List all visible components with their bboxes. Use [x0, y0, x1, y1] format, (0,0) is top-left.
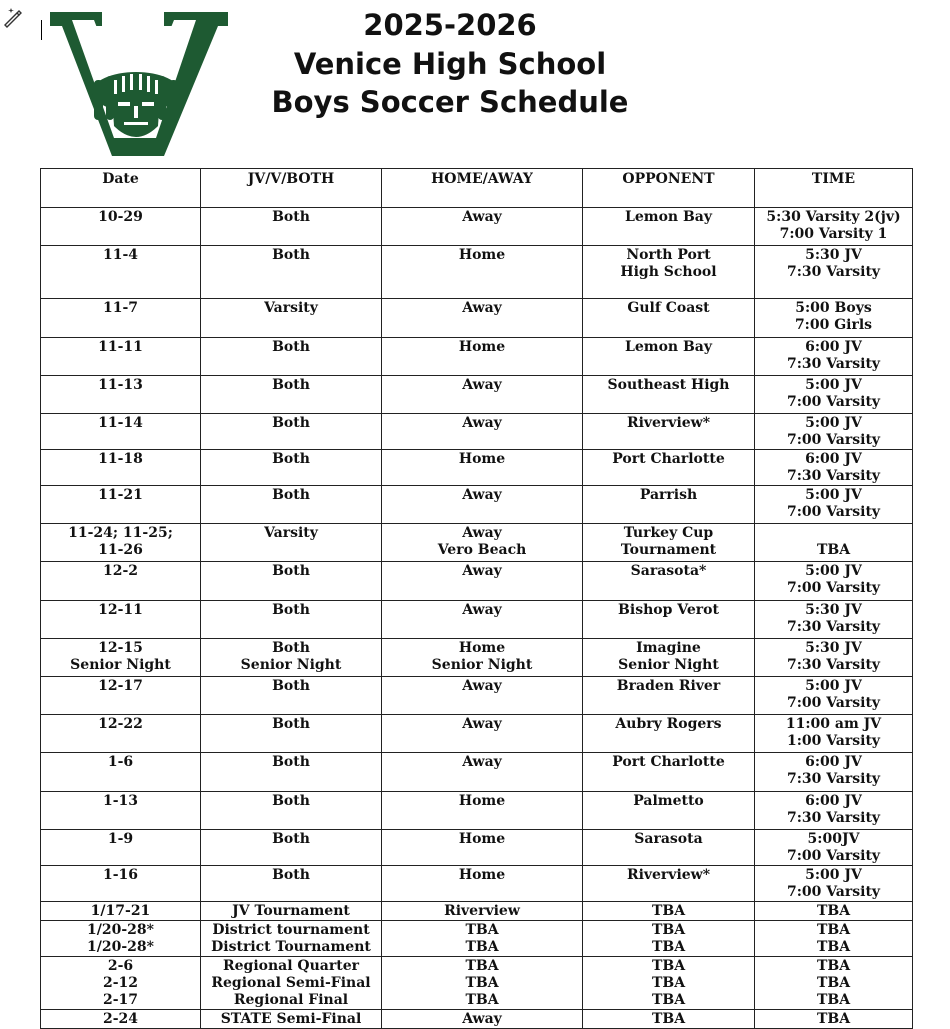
cell-line: Vero Beach: [437, 542, 527, 558]
level-cell: [201, 246, 382, 299]
table-row: [41, 902, 913, 921]
cell-line: Gulf Coast: [627, 300, 710, 316]
location-cell: [382, 299, 583, 338]
cell-line: 7:30 Varsity: [786, 468, 881, 484]
cell-line: TBA: [465, 939, 499, 955]
cell-line: TBA: [465, 958, 499, 974]
table-row: [41, 299, 913, 338]
time-cell: [755, 246, 913, 299]
cell-line: Both: [272, 339, 310, 355]
table-row: [41, 414, 913, 450]
opponent-cell: [583, 376, 755, 414]
cell-line: 11:00 am JV: [785, 716, 882, 732]
level-cell: [201, 792, 382, 830]
time-cell: [755, 902, 913, 921]
date-cell: [41, 902, 201, 921]
opponent-cell: [583, 524, 755, 562]
cell-line: Away: [462, 525, 502, 541]
cell-line: Aubry Rogers: [615, 716, 722, 732]
cell-line: Home: [458, 339, 506, 355]
date-cell: [41, 376, 201, 414]
level-cell: [201, 486, 382, 524]
cell-line: 5:30 JV: [805, 640, 862, 656]
location-cell: [382, 902, 583, 921]
cell-line: 11-13: [98, 377, 143, 393]
cell-line: 7:30 Varsity: [786, 657, 881, 673]
cell-line: Braden River: [616, 678, 721, 694]
cell-line: Regional Final: [233, 992, 349, 1008]
cell-line: JV Tournament: [232, 903, 350, 919]
time-cell: [755, 338, 913, 376]
time-cell: [755, 450, 913, 486]
cell-line: TBA: [816, 992, 851, 1008]
cell-line: Away: [462, 415, 502, 431]
cell-line: TBA: [651, 958, 686, 974]
location-cell: [382, 524, 583, 562]
table-row: [41, 246, 913, 299]
date-cell: [41, 715, 201, 753]
level-cell: [201, 677, 382, 715]
cell-line: 5:00JV: [807, 831, 860, 847]
location-cell: [382, 376, 583, 414]
level-cell: [201, 753, 382, 792]
location-cell: [382, 957, 583, 1010]
opponent-cell: [583, 601, 755, 639]
table-row: [41, 639, 913, 677]
level-cell: [201, 414, 382, 450]
cell-line: 12-2: [102, 563, 139, 579]
cell-line: Away: [462, 754, 502, 770]
date-cell: [41, 866, 201, 902]
cell-line: 11-4: [102, 247, 139, 263]
cell-line: 7:30 Varsity: [786, 619, 881, 635]
cell-line: Both: [272, 487, 310, 503]
cell-line: 11-7: [102, 300, 139, 316]
cell-line: 11-24; 11-25;: [68, 525, 173, 541]
time-cell: [755, 562, 913, 601]
cell-line: 2-12: [102, 975, 139, 991]
opponent-cell: [583, 486, 755, 524]
cell-line: [757, 525, 910, 542]
cell-line: 1/20-28*: [87, 922, 154, 938]
date-cell: [41, 830, 201, 866]
cell-line: TBA: [816, 542, 851, 558]
cell-line: TBA: [651, 922, 686, 938]
opponent-cell: [583, 208, 755, 246]
cell-line: 12-22: [98, 716, 143, 732]
cell-line: 1-9: [107, 831, 134, 847]
level-cell: [201, 639, 382, 677]
level-cell: [201, 450, 382, 486]
cell-line: Southeast High: [607, 377, 730, 393]
table-row: [41, 866, 913, 902]
date-cell: [41, 208, 201, 246]
cell-line: 5:00 Boys: [795, 300, 872, 316]
cell-line: TBA: [651, 1011, 686, 1027]
cell-line: Bishop Verot: [618, 602, 719, 618]
cell-line: Away: [462, 602, 502, 618]
column-header: Date: [41, 169, 201, 208]
location-cell: [382, 450, 583, 486]
cell-line: Senior Night: [240, 657, 342, 673]
cell-line: TBA: [651, 939, 686, 955]
cell-line: 11-11: [98, 339, 143, 355]
location-cell: [382, 208, 583, 246]
opponent-cell: [583, 921, 755, 957]
time-cell: [755, 486, 913, 524]
cell-line: STATE Semi-Final: [220, 1011, 362, 1027]
cell-line: Away: [462, 563, 502, 579]
cell-line: 7:00 Varsity: [786, 580, 881, 596]
cell-line: 6:00 JV: [805, 793, 862, 809]
cell-line: Away: [462, 487, 502, 503]
cell-line: Tournament: [620, 542, 717, 558]
cell-line: Away: [462, 678, 502, 694]
cell-line: 2-6: [107, 958, 134, 974]
location-cell: [382, 246, 583, 299]
table-row: [41, 792, 913, 830]
location-cell: [382, 753, 583, 792]
opponent-cell: [583, 957, 755, 1010]
opponent-cell: [583, 338, 755, 376]
cell-line: 2-17: [102, 992, 139, 1008]
location-cell: [382, 414, 583, 450]
table-row: [41, 450, 913, 486]
cell-line: Riverview*: [626, 867, 711, 883]
date-cell: [41, 246, 201, 299]
location-cell: [382, 486, 583, 524]
cell-line: Senior Night: [431, 657, 533, 673]
cell-line: TBA: [816, 958, 851, 974]
season-title: 2025-2026: [363, 8, 537, 42]
cell-line: 7:30 Varsity: [786, 264, 881, 280]
cell-line: TBA: [651, 992, 686, 1008]
cell-line: 1-13: [102, 793, 139, 809]
time-cell: [755, 830, 913, 866]
cell-line: 1-16: [102, 867, 139, 883]
table-row: [41, 957, 913, 1010]
table-header-row: [41, 169, 913, 208]
cell-line: Away: [462, 300, 502, 316]
location-cell: [382, 792, 583, 830]
cell-line: Home: [458, 640, 506, 656]
cell-line: 5:00 JV: [805, 377, 862, 393]
time-cell: [755, 753, 913, 792]
cell-line: TBA: [816, 939, 851, 955]
cell-line: 5:00 JV: [805, 415, 862, 431]
time-cell: [755, 414, 913, 450]
cell-line: 7:00 Varsity: [786, 848, 881, 864]
cell-line: 5:00 JV: [805, 563, 862, 579]
date-cell: [41, 450, 201, 486]
location-cell: [382, 601, 583, 639]
date-cell: [41, 562, 201, 601]
time-cell: [755, 601, 913, 639]
location-cell: [382, 866, 583, 902]
cell-line: Home: [458, 831, 506, 847]
date-cell: [41, 414, 201, 450]
cell-line: Both: [272, 640, 310, 656]
magic-pen-icon[interactable]: [2, 6, 24, 28]
level-cell: [201, 1010, 382, 1029]
date-cell: [41, 601, 201, 639]
time-cell: [755, 677, 913, 715]
level-cell: [201, 524, 382, 562]
cell-line: Lemon Bay: [625, 339, 712, 355]
cell-line: Sarasota*: [630, 563, 707, 579]
venice-v-logo: [50, 10, 230, 158]
location-cell: [382, 338, 583, 376]
cell-line: 7:30 Varsity: [786, 771, 881, 787]
cell-line: Both: [272, 867, 310, 883]
cell-line: Parrish: [639, 487, 698, 503]
cell-line: Port Charlotte: [612, 754, 725, 770]
opponent-cell: [583, 830, 755, 866]
level-cell: [201, 866, 382, 902]
cell-line: Riverview: [444, 903, 520, 919]
cell-line: TBA: [465, 992, 499, 1008]
cell-line: 7:00 Varsity 1: [779, 226, 888, 242]
cell-line: Turkey Cup: [623, 525, 714, 541]
date-cell: [41, 921, 201, 957]
cell-line: Away: [462, 1011, 502, 1027]
school-name: Venice High School: [293, 46, 607, 81]
cell-line: Both: [272, 415, 310, 431]
cell-line: Both: [272, 716, 310, 732]
table-row: [41, 753, 913, 792]
cell-line: 12-11: [98, 602, 143, 618]
opponent-cell: [583, 299, 755, 338]
cell-line: Both: [272, 209, 310, 225]
level-cell: [201, 338, 382, 376]
time-cell: [755, 299, 913, 338]
cell-line: 12-17: [98, 678, 143, 694]
time-cell: [755, 208, 913, 246]
opponent-cell: [583, 902, 755, 921]
cell-line: TBA: [816, 922, 851, 938]
level-cell: [201, 208, 382, 246]
date-cell: [41, 792, 201, 830]
level-cell: [201, 830, 382, 866]
cell-line: 7:00 Varsity: [786, 504, 881, 520]
opponent-cell: [583, 753, 755, 792]
level-cell: [201, 715, 382, 753]
cell-line: 5:30 JV: [805, 602, 862, 618]
level-cell: [201, 299, 382, 338]
cell-line: 11-18: [98, 451, 143, 467]
time-cell: [755, 524, 913, 562]
cell-line: 5:00 JV: [805, 487, 862, 503]
date-cell: [41, 957, 201, 1010]
location-cell: [382, 562, 583, 601]
cell-line: Home: [458, 451, 506, 467]
cell-line: Both: [272, 793, 310, 809]
column-header: HOME/AWAY: [382, 169, 583, 208]
cell-line: 7:00 Varsity: [786, 432, 881, 448]
cell-line: Both: [272, 602, 310, 618]
location-cell: [382, 715, 583, 753]
cell-line: TBA: [465, 922, 499, 938]
cell-line: Both: [272, 247, 310, 263]
cell-line: 7:00 Girls: [794, 317, 873, 333]
level-cell: [201, 902, 382, 921]
cell-line: 1/20-28*: [87, 939, 154, 955]
cell-line: 7:00 Varsity: [786, 695, 881, 711]
level-cell: [201, 562, 382, 601]
table-row: [41, 562, 913, 601]
table-row: [41, 486, 913, 524]
cell-line: Lemon Bay: [625, 209, 712, 225]
cell-line: Senior Night: [70, 657, 171, 673]
time-cell: [755, 792, 913, 830]
date-cell: [41, 486, 201, 524]
date-cell: [41, 1010, 201, 1029]
cell-line: 5:00 JV: [805, 867, 862, 883]
time-cell: [755, 921, 913, 957]
location-cell: [382, 1010, 583, 1029]
opponent-cell: [583, 1010, 755, 1029]
cell-line: 11-26: [98, 542, 143, 558]
cell-line: 2-24: [102, 1011, 139, 1027]
opponent-cell: [583, 562, 755, 601]
cell-line: 7:30 Varsity: [786, 810, 881, 826]
cell-line: Imagine: [636, 640, 701, 656]
cell-line: 6:00 JV: [805, 339, 862, 355]
column-header: JV/V/BOTH: [201, 169, 382, 208]
cell-line: 5:30 JV: [805, 247, 862, 263]
cell-line: 12-15: [98, 640, 143, 656]
opponent-cell: [583, 414, 755, 450]
cell-line: 6:00 JV: [805, 754, 862, 770]
opponent-cell: [583, 792, 755, 830]
cell-line: 1:00 Varsity: [786, 733, 881, 749]
cell-line: Away: [462, 716, 502, 732]
cell-line: Varsity: [264, 525, 318, 541]
opponent-cell: [583, 639, 755, 677]
location-cell: [382, 677, 583, 715]
cell-line: Regional Quarter: [222, 958, 359, 974]
cell-line: 5:00 JV: [805, 678, 862, 694]
table-row: [41, 601, 913, 639]
date-cell: [41, 338, 201, 376]
cell-line: High School: [620, 264, 717, 280]
cell-line: TBA: [816, 1011, 851, 1027]
opponent-cell: [583, 866, 755, 902]
cell-line: Both: [272, 377, 310, 393]
cell-line: District tournament: [212, 922, 370, 938]
cell-line: TBA: [651, 903, 686, 919]
time-cell: [755, 376, 913, 414]
cell-line: TBA: [816, 975, 851, 991]
cell-line: Both: [272, 831, 310, 847]
date-cell: [41, 639, 201, 677]
cell-line: 11-21: [98, 487, 143, 503]
time-cell: [755, 1010, 913, 1029]
opponent-cell: [583, 246, 755, 299]
cell-line: Both: [272, 563, 310, 579]
date-cell: [41, 524, 201, 562]
cell-line: Both: [272, 678, 310, 694]
cell-line: Sarasota: [634, 831, 703, 847]
text-cursor: [41, 20, 42, 40]
level-cell: [201, 957, 382, 1010]
cell-line: Both: [272, 754, 310, 770]
location-cell: [382, 639, 583, 677]
cell-line: 5:30 Varsity 2(jv): [766, 209, 901, 225]
cell-line: Home: [458, 793, 506, 809]
cell-line: Away: [462, 209, 502, 225]
level-cell: [201, 376, 382, 414]
table-row: [41, 524, 913, 562]
table-row: [41, 376, 913, 414]
cell-line: Home: [458, 247, 506, 263]
opponent-cell: [583, 677, 755, 715]
cell-line: 1-6: [107, 754, 134, 770]
cell-line: 6:00 JV: [805, 451, 862, 467]
cell-line: 11-14: [98, 415, 143, 431]
time-cell: [755, 866, 913, 902]
location-cell: [382, 830, 583, 866]
cell-line: Home: [458, 867, 506, 883]
column-header: TIME: [755, 169, 913, 208]
document-title: [250, 6, 650, 122]
level-cell: [201, 601, 382, 639]
table-row: [41, 338, 913, 376]
cell-line: Port Charlotte: [612, 451, 725, 467]
cell-line: 7:00 Varsity: [786, 884, 881, 900]
cell-line: Regional Semi-Final: [211, 975, 371, 991]
table-row: [41, 830, 913, 866]
cell-line: TBA: [465, 975, 499, 991]
cell-line: 1/17-21: [90, 903, 151, 919]
cell-line: Palmetto: [633, 793, 704, 809]
cell-line: Varsity: [264, 300, 318, 316]
cell-line: Riverview*: [626, 415, 711, 431]
cell-line: Away: [462, 377, 502, 393]
column-header: OPPONENT: [583, 169, 755, 208]
cell-line: 10-29: [98, 209, 143, 225]
cell-line: 7:00 Varsity: [786, 394, 881, 410]
cell-line: North Port: [626, 247, 711, 263]
cell-line: TBA: [651, 975, 686, 991]
date-cell: [41, 677, 201, 715]
cell-line: Both: [272, 451, 310, 467]
time-cell: [755, 639, 913, 677]
schedule-title: Boys Soccer Schedule: [271, 85, 629, 119]
date-cell: [41, 753, 201, 792]
opponent-cell: [583, 715, 755, 753]
cell-line: District Tournament: [211, 939, 371, 955]
table-row: [41, 921, 913, 957]
time-cell: [755, 957, 913, 1010]
schedule-table: [40, 168, 913, 1029]
cell-line: TBA: [816, 903, 851, 919]
table-row: [41, 715, 913, 753]
table-row: [41, 1010, 913, 1029]
time-cell: [755, 715, 913, 753]
location-cell: [382, 921, 583, 957]
opponent-cell: [583, 450, 755, 486]
cell-line: 7:30 Varsity: [786, 356, 881, 372]
table-row: [41, 677, 913, 715]
table-row: [41, 208, 913, 246]
date-cell: [41, 299, 201, 338]
level-cell: [201, 921, 382, 957]
cell-line: Senior Night: [618, 657, 719, 673]
